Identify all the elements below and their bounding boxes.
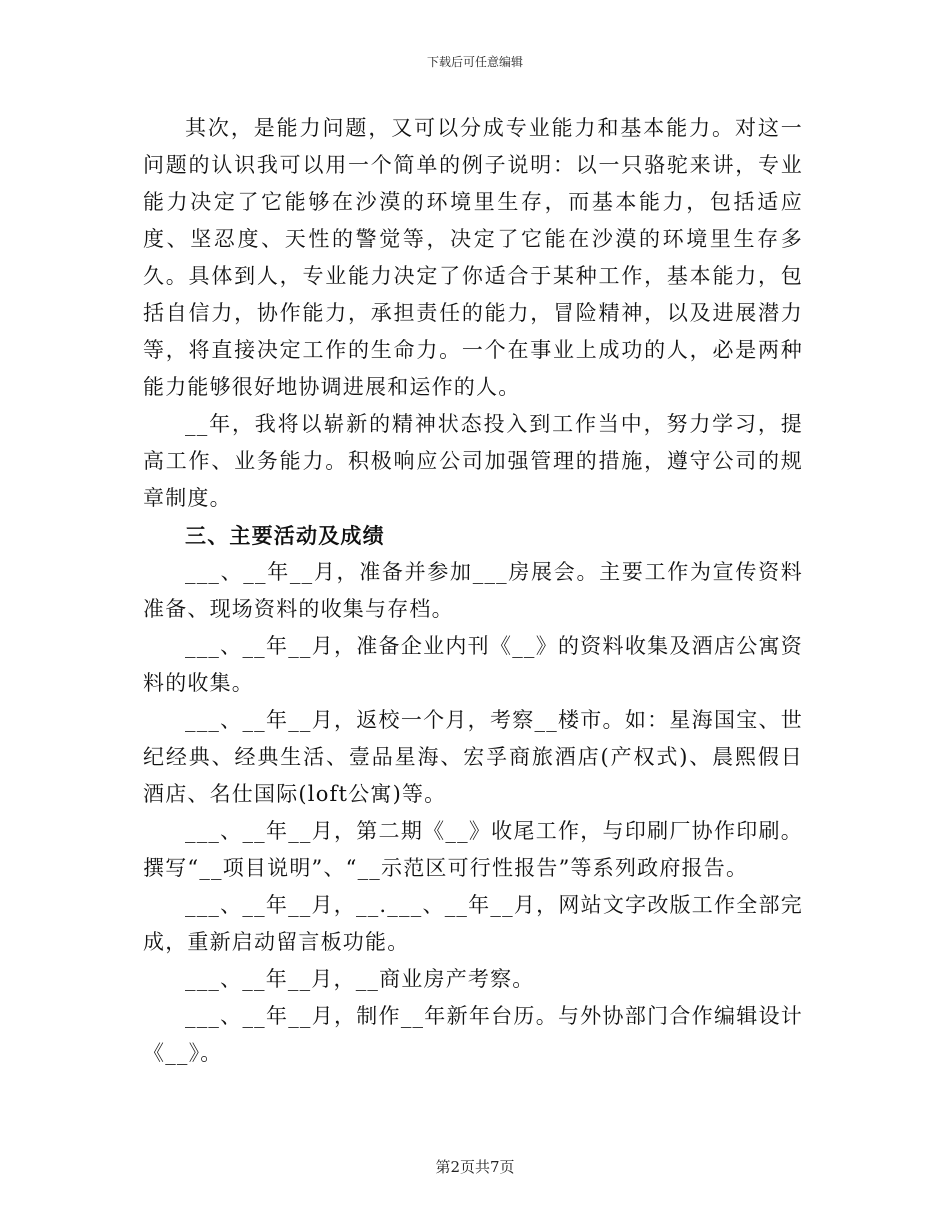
- activity-item: ___、__年__月，第二期《__》收尾工作，与印刷厂协作印刷。撰写“__项目说明”、“__示范区可行性报告”等系列政府报告。: [143, 819, 803, 880]
- activity-item: ___、__年__月，__商业房产考察。: [185, 967, 535, 991]
- activity-item: ___、__年__月，准备并参加___房展会。主要工作为宣传资料准备、现场资料的收集与存档。: [143, 560, 803, 621]
- activity-item: ___、__年__月，制作__年新年台历。与外协部门合作编辑设计《__》。: [143, 1004, 803, 1065]
- document-body: [143, 110, 803, 1072]
- activity-item: ___、__年__月，__.___、__年__月，网站文字改版工作全部完成，重新启动留言板功能。: [143, 893, 803, 954]
- paragraph-new-year-plan: __年，我将以崭新的精神状态投入到工作当中，努力学习，提高工作、业务能力。积极响应公司加强管理的措施，遵守公司的规章制度。: [143, 412, 803, 510]
- paragraph-ability: 其次，是能力问题，又可以分成专业能力和基本能力。对这一问题的认识我可以用一个简单的例子说明：以一只骆驼来讲，专业能力决定了它能够在沙漠的环境里生存，而基本能力，包括适应度、坚忍度、天性的警觉等，决定了它能在沙漠的环境里生存多久。具体到人，专业能力决定了你适合于某种工作，基本能力，包括自信力，协作能力，承担责任的能力，冒险精神，以及进展潜力等，将直接决定工作的生命力。一个在事业上成功的人，必是两种能力能够很好地协调进展和运作的人。: [143, 116, 803, 399]
- section-heading: 三、主要活动及成绩: [185, 523, 385, 548]
- page-number: 第2页共7页: [435, 1158, 515, 1176]
- page-header: 下载后可任意编辑: [426, 55, 523, 69]
- activity-item: ___、__年__月，准备企业内刊《__》的资料收集及酒店公寓资料的收集。: [143, 634, 803, 695]
- activity-item: ___、__年__月，返校一个月，考察__楼市。如：星海国宝、世纪经典、经典生活、壹品星海、宏孚商旅酒店(产权式)、晨熙假日酒店、名仕国际(loft公寓)等。: [143, 708, 803, 806]
